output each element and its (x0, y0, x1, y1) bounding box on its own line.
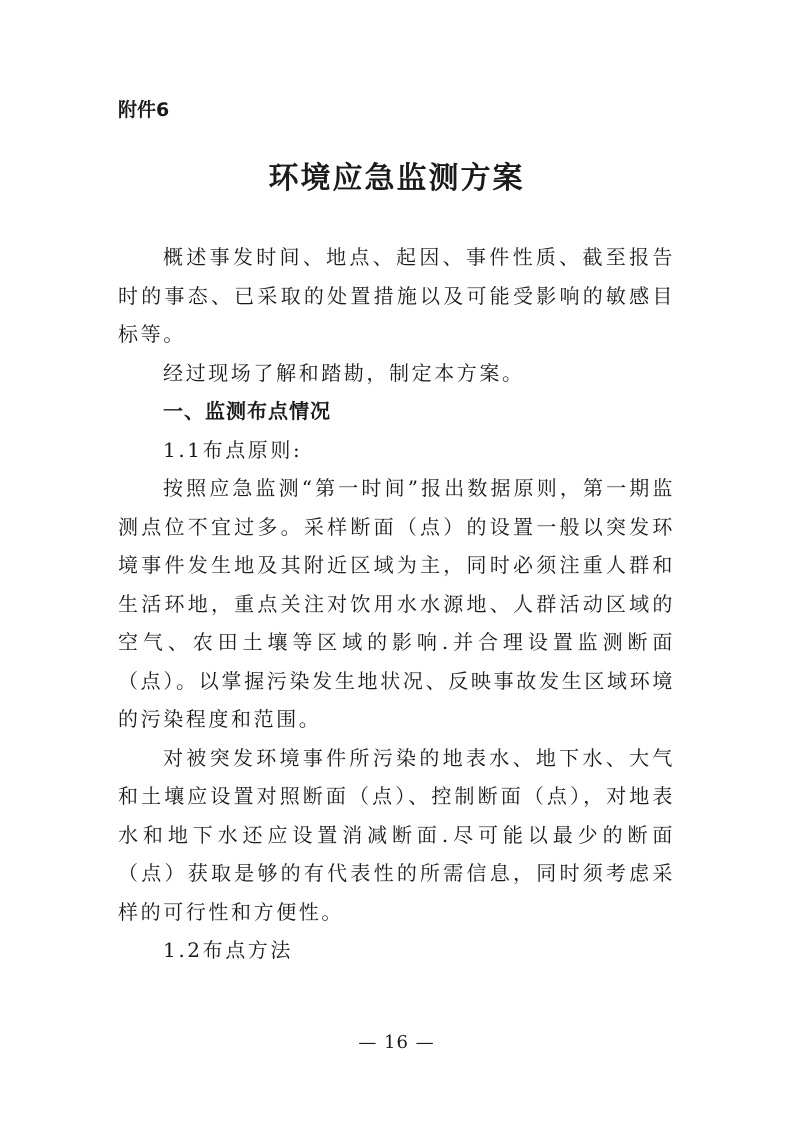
document-body (118, 238, 675, 970)
section-heading-monitoring-points: 一、监测布点情况 (163, 399, 331, 423)
document-title: 环境应急监测方案 (268, 161, 525, 196)
page-number: — 16 — (358, 1032, 435, 1053)
paragraph-overview: 概述事发时间、地点、起因、事件性质、截至报告时的事态、已采取的处置措施以及可能受影响的敏感目标等。 (118, 245, 675, 346)
paragraph-control-sections: 对被突发环境事件所污染的地表水、地下水、大气和土壤应设置对照断面（点）、控制断面（点），对地表水和地下水还应设置消减断面.尽可能以最少的断面（点）获取是够的有代表性的所需信息，同时须考虑采样的可行性和方便性。 (118, 745, 675, 924)
attachment-label: 附件6 (118, 99, 170, 121)
paragraph-principles: 按照应急监测“第一时间”报出数据原则，第一期监测点位不宜过多。采样断面（点）的设置一般以突发环境事件发生地及其附近区域为主，同时必须注重人群和生活环地，重点关注对饮用水水源地、人群活动区域的空气、农田土壤等区域的影响.并合理设置监测断面（点）。以掌握污染发生地状况、反映事故发生区域环境的污染程度和范围。 (118, 476, 675, 731)
subsection-heading-principles: 1.1布点原则: (163, 437, 303, 462)
paragraph-plan-basis: 经过现场了解和踏勘，制定本方案。 (163, 360, 525, 385)
subsection-heading-methods: 1.2布点方法 (163, 938, 294, 962)
